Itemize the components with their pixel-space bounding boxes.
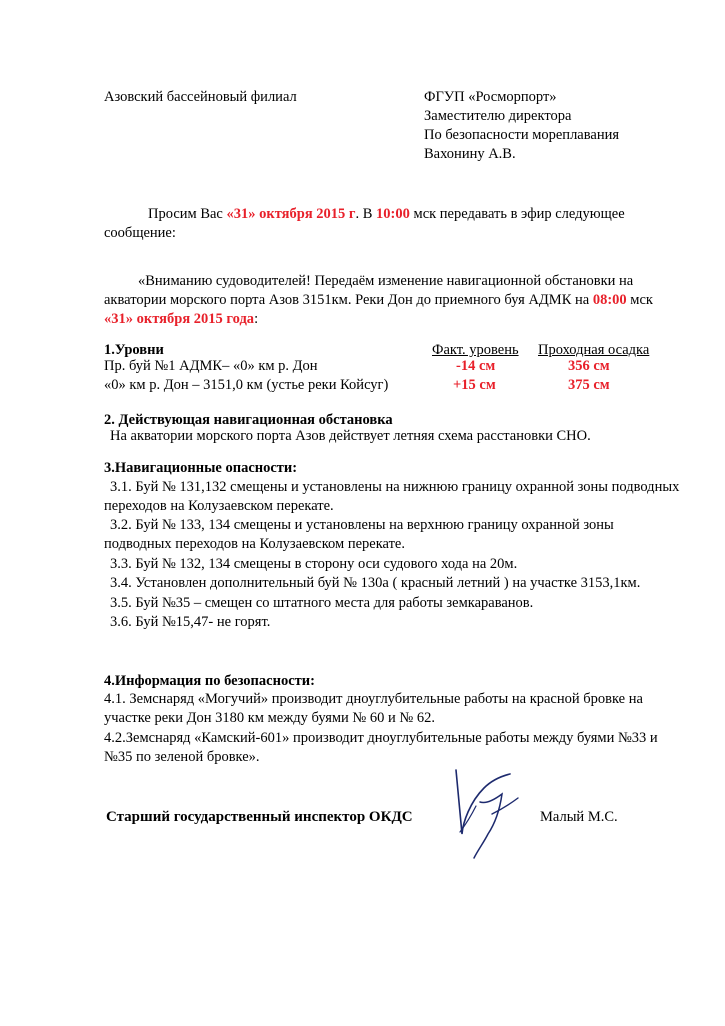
request-date: «31» октября 2015 г	[226, 206, 356, 222]
message-line-1: «Вниманию судоводителей! Передаём изменение навигационной обстановки на	[138, 273, 634, 289]
safety-item: 4.1. Земснаряд «Могучий» производит дноуглубительные работы на красной бровке на	[104, 691, 643, 707]
levels-row-fact: +15 см	[453, 377, 496, 393]
request-line-1	[148, 205, 625, 224]
handwritten-signature	[440, 762, 530, 862]
hazard-item: 3.3. Буй № 132, 134 смещены в сторону оси судового хода на 20м.	[110, 556, 518, 572]
levels-row-label: Пр. буй №1 АДМК– «0» км р. Дон	[104, 358, 318, 374]
levels-col-draft: Проходная осадка	[538, 342, 650, 358]
levels-row-label: «0» км р. Дон – 3151,0 км (устье реки Койсуг)	[104, 377, 389, 393]
request-line-2: сообщение:	[104, 225, 176, 241]
recipient-name: Вахонину А.В.	[424, 146, 516, 162]
levels-row-fact: -14 см	[456, 358, 496, 374]
hazard-item: 3.4. Установлен дополнительный буй № 130а ( красный летний ) на участке 3153,1км.	[110, 575, 641, 591]
levels-row-draft: 356 см	[568, 358, 610, 374]
message-date: «31» октября 2015 года	[104, 311, 255, 327]
levels-row-draft: 375 см	[568, 377, 610, 393]
message-line-3	[104, 310, 258, 329]
message-text: :	[254, 311, 259, 327]
signatory-name: Малый М.С.	[540, 809, 618, 825]
levels-col-fact: Факт. уровень	[432, 342, 519, 358]
hazard-item: 3.5. Буй №35 – смещен со штатного места для работы земкараванов.	[110, 595, 534, 611]
hazard-item: 3.2. Буй № 133, 134 смещены и установлены на верхнюю границу охранной зоны	[110, 517, 614, 533]
request-time: 10:00	[376, 206, 410, 222]
recipient-title: Заместителю директора	[424, 108, 572, 124]
hazard-item-cont: подводных переходов на Колузаевском перекате.	[104, 536, 405, 552]
message-text: акватории морского порта Азов 3151км. Реки Дон до приемного буя АДМК на	[104, 292, 593, 308]
message-line-2	[104, 291, 653, 310]
message-text: мск	[626, 292, 653, 308]
hazard-item-cont: переходов на Колузаевском перекате.	[104, 498, 334, 514]
hazard-item: 3.6. Буй №15,47- не горят.	[110, 614, 271, 630]
section2-text: На акватории морского порта Азов действует летняя схема расстановки СНО.	[110, 428, 591, 444]
signatory-position: Старший государственный инспектор ОКДС	[106, 809, 413, 825]
recipient-department: По безопасности мореплавания	[424, 127, 620, 143]
sender-branch: Азовский бассейновый филиал	[104, 89, 297, 105]
section4-title: 4.Информация по безопасности:	[104, 673, 315, 689]
section2-title: 2. Действующая навигационная обстановка	[104, 412, 393, 428]
message-time: 08:00	[592, 292, 627, 308]
safety-item-cont: участке реки Дон 3180 км между буями № 60 и № 62.	[104, 710, 435, 726]
request-text: . В	[355, 206, 377, 222]
safety-item-cont: №35 по зеленой бровке».	[104, 749, 260, 765]
recipient-org: ФГУП «Росморпорт»	[424, 89, 557, 105]
request-text: мск передавать в эфир следующее	[409, 206, 625, 222]
hazard-item: 3.1. Буй № 131,132 смещены и установлены на нижнюю границу охранной зоны подводных	[110, 479, 680, 495]
request-text: Просим Вас	[148, 206, 227, 222]
safety-item: 4.2.Земснаряд «Камский-601» производит дноуглубительные работы между буями №33 и	[104, 730, 658, 746]
section3-title: 3.Навигационные опасности:	[104, 460, 298, 476]
levels-title: 1.Уровни	[104, 342, 164, 358]
